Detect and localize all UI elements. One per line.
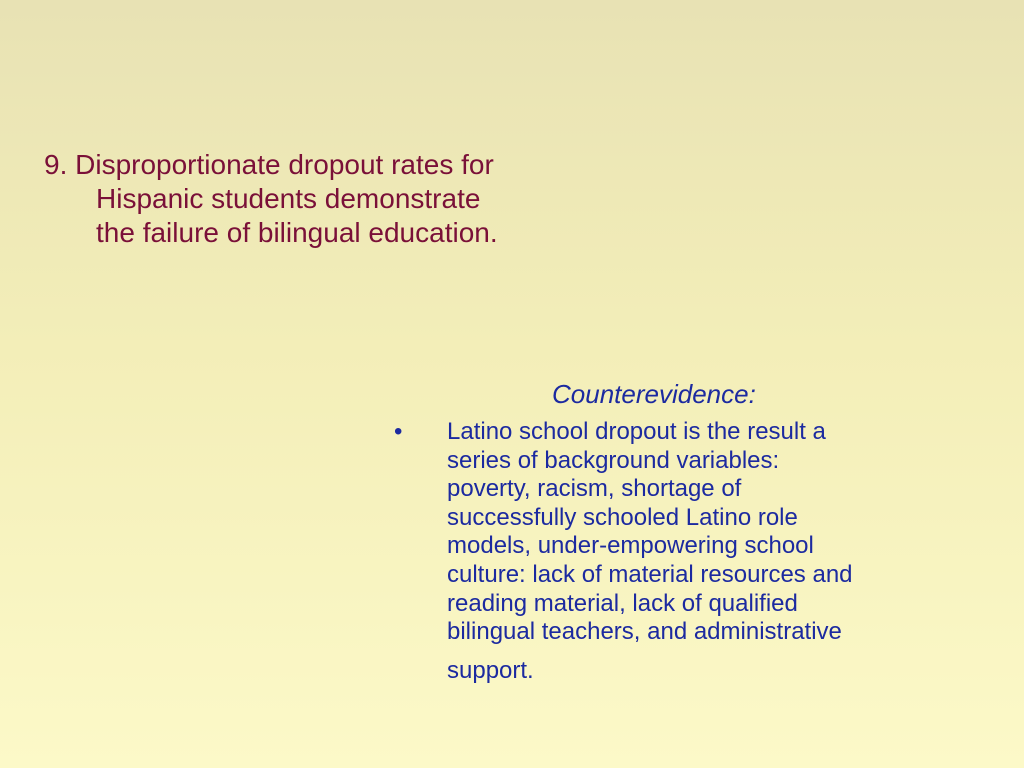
bullet-line: bilingual teachers, and administrative <box>447 618 842 646</box>
bullet-line: models, under-empowering school <box>447 532 814 560</box>
list-item <box>394 418 964 685</box>
bullet-line: support. <box>447 656 534 684</box>
title-line: 9. Disproportionate dropout rates for <box>44 149 494 180</box>
counterevidence-list <box>394 418 964 685</box>
bullet-icon: • <box>394 418 403 445</box>
bullet-line: series of background variables: <box>447 446 780 474</box>
counterevidence-heading: Counterevidence: <box>552 379 756 409</box>
slide-title <box>44 148 644 250</box>
title-line: Hispanic students demonstrate <box>96 183 481 214</box>
bullet-line: culture: lack of material resources and <box>447 560 853 588</box>
bullet-line: poverty, racism, shortage of <box>447 475 742 503</box>
title-line: the failure of bilingual education. <box>96 217 498 248</box>
bullet-line: Latino school dropout is the result a <box>447 418 826 445</box>
bullet-line: successfully schooled Latino role <box>447 503 798 531</box>
bullet-line: reading material, lack of qualified <box>447 589 798 617</box>
bullet-text <box>447 418 964 685</box>
